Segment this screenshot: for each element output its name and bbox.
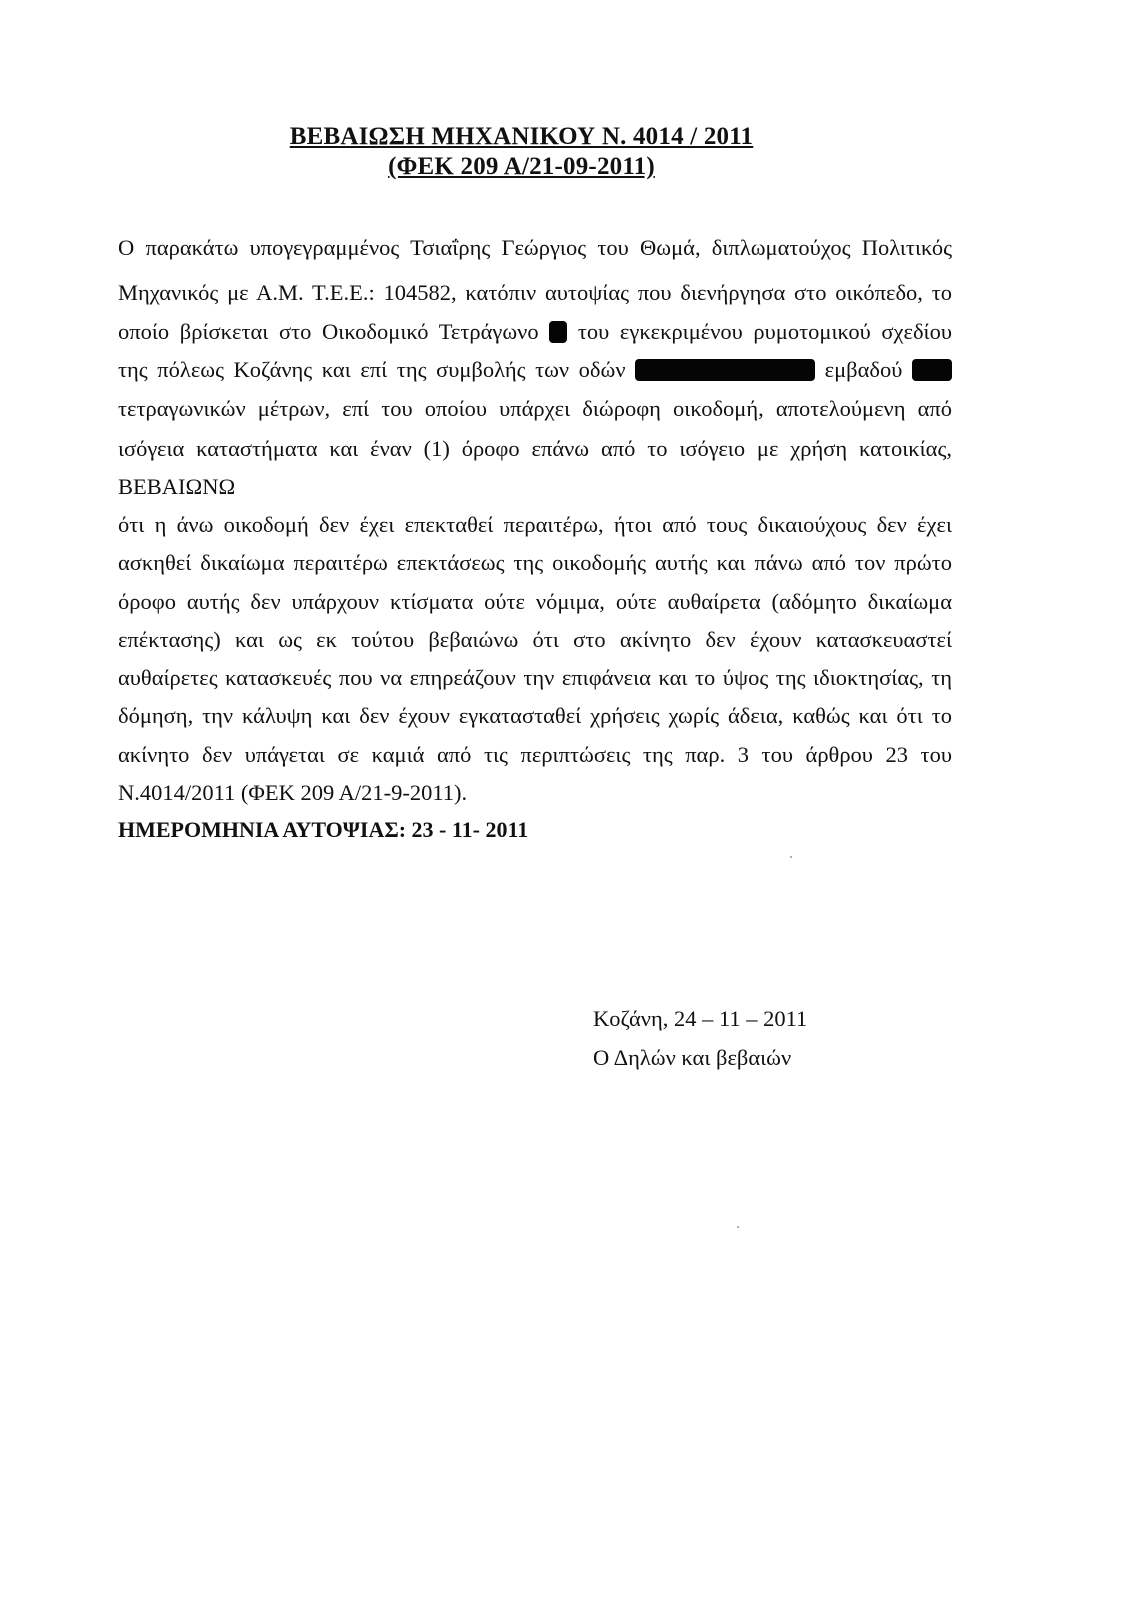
document-subtitle: (ΦΕΚ 209 Α/21-09-2011) — [388, 153, 655, 180]
inspection-date: ΗΜΕΡΟΜΗΝΙΑ ΑΥΤΟΨΙΑΣ: 23 - 11- 2011 — [118, 817, 529, 842]
body-line-4-start: της πόλεως Κοζάνης και επί της συμβολής των οδών — [118, 357, 626, 382]
body-line-4-middle: εμβαδού — [824, 357, 903, 382]
body-line-2: Μηχανικός με Α.Μ. Τ.Ε.Ε.: 104582, κατόπιν αυτοψίας που διενήργησα στο οικόπεδο, το — [118, 280, 952, 305]
scan-speck — [737, 1226, 739, 1228]
body-line-6: ισόγεια καταστήματα και έναν (1) όροφο επάνω από το ισόγειο με χρήση κατοικίας, — [118, 436, 952, 461]
certify-line-3: όροφο αυτής δεν υπάρχουν κτίσματα ούτε νόμιμα, ούτε αυθαίρετα (αδόμητο δικαίωμα — [118, 589, 952, 614]
certify-line-6: δόμηση, την κάλυψη και δεν έχουν εγκατασταθεί χρήσεις χωρίς άδεια, καθώς και ότι το — [118, 703, 952, 728]
scan-speck — [790, 856, 792, 858]
certify-line-7: ακίνητο δεν υπάγεται σε καμιά από τις περιπτώσεις της παρ. 3 του άρθρου 23 του — [118, 742, 952, 767]
redaction-block — [912, 359, 952, 381]
certify-line-1: ότι η άνω οικοδομή δεν έχει επεκταθεί περαιτέρω, ήτοι από τους δικαιούχους δεν έχει — [118, 512, 952, 537]
certify-line-8: Ν.4014/2011 (ΦΕΚ 209 Α/21-9-2011). — [118, 780, 468, 805]
body-line-3-start: οποίο βρίσκεται στο Οικοδομικό Τετράγωνο — [118, 319, 539, 344]
body-line-1: Ο παρακάτω υπογεγραμμένος Τσιαΐρης Γεώργιος του Θωμά, διπλωματούχος Πολιτικός — [118, 235, 952, 260]
signature-place-date: Κοζάνη, 24 – 11 – 2011 — [593, 1006, 808, 1031]
certify-line-2: ασκηθεί δικαίωμα περαιτέρω επεκτάσεως της οικοδομής αυτής και πάνω από τον πρώτο — [118, 550, 952, 575]
body-line-4 — [118, 355, 952, 385]
body-line-3 — [118, 317, 952, 347]
redaction-block — [549, 321, 567, 343]
document-title: ΒΕΒΑΙΩΣΗ ΜΗΧΑΝΙΚΟΥ Ν. 4014 / 2011 — [289, 123, 754, 150]
signature-label: Ο Δηλών και βεβαιών — [593, 1045, 792, 1070]
certify-line-5: αυθαίρετες κατασκευές που να επηρεάζουν την επιφάνεια και το ύψος της ιδιοκτησίας, τη — [118, 665, 952, 690]
body-line-5: τετραγωνικών μέτρων, επί του οποίου υπάρχει διώροφη οικοδομή, αποτελούμενη από — [118, 396, 952, 421]
redaction-block — [635, 359, 815, 381]
certify-word: ΒΕΒΑΙΩΝΩ — [118, 474, 236, 499]
body-line-3-end: του εγκεκριμένου ρυμοτομικού σχεδίου — [577, 319, 952, 344]
certify-line-4: επέκτασης) και ως εκ τούτου βεβαιώνω ότι στο ακίνητο δεν έχουν κατασκευαστεί — [118, 627, 952, 652]
